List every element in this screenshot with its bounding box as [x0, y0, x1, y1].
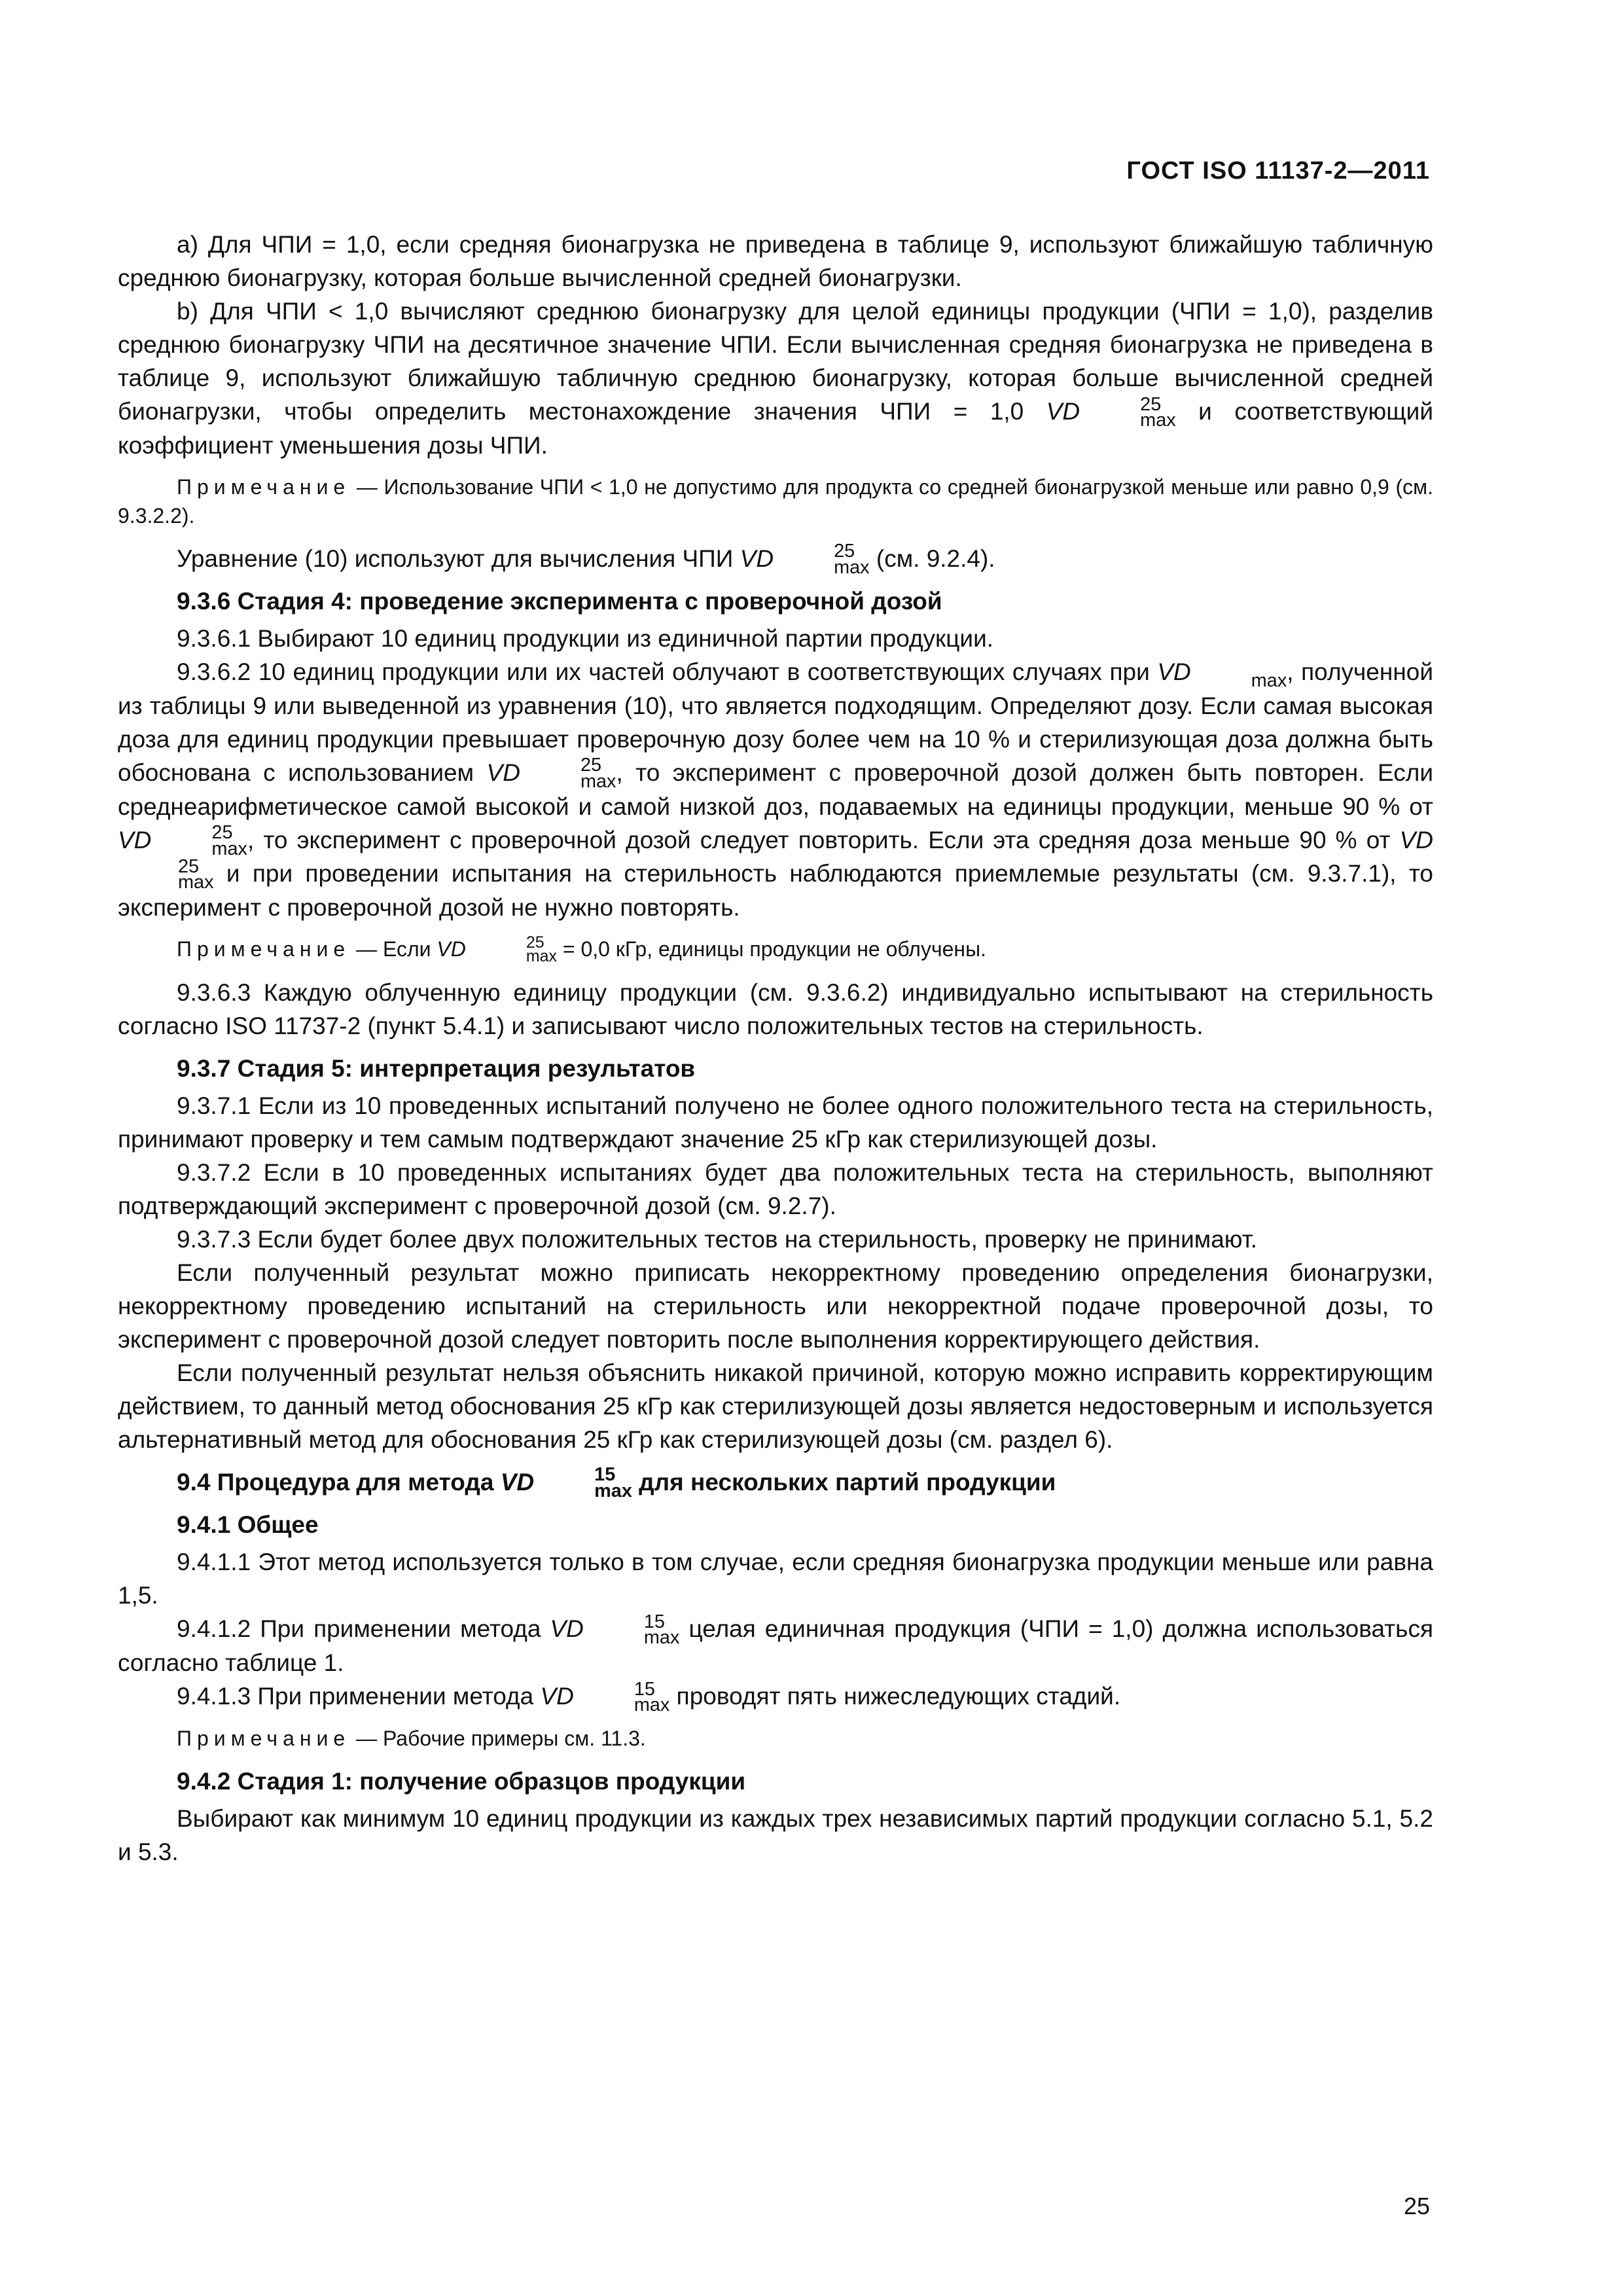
note-2: Примечание — Если VD 25 max = 0,0 кГр, единицы продукции не облучены.	[177, 933, 986, 966]
vd-symbol: VD 15 max	[550, 1611, 680, 1649]
standard-header: ГОСТ ISO 11137-2—2011	[1126, 157, 1430, 185]
vd-symbol: VD 25 max	[118, 822, 247, 859]
paragraph-9-4-2: Выбирают как минимум 10 единиц продукции из каждых трех независимых партий продукции согласно 5.1, 5.2 и 5.3.	[118, 1804, 1433, 1865]
paragraph-9-3-7-1: 9.3.7.1 Если из 10 проведенных испытаний получено не более одного положительного теста на стерильность, принимают проверку и тем самым подтверждают значение 25 кГр как стерилизующей дозы.	[118, 1092, 1433, 1153]
vd-symbol: VD 25 max	[1046, 393, 1176, 431]
paragraph-9-4-1-3: 9.4.1.3 При применении метода VD 15 max проводят пять нижеследующих стадий.	[177, 1678, 1121, 1716]
paragraph-9-3-6-1: 9.3.6.1 Выбирают 10 единиц продукции из единичной партии продукции.	[177, 625, 994, 653]
paragraph-incorrect-result: Если полученный результат можно приписать некорректному проведению определения бионагрузки, некорректному проведению испытаний на стерильность или некорректной подаче проверочной дозы, то эксперимент с проверочной дозой следует повторить после выполнения корректирующего действия.	[118, 1259, 1433, 1353]
paragraph-9-3-7-3: 9.3.7.3 Если будет более двух положительных тестов на стерильность, проверку не принимают.	[177, 1225, 1257, 1253]
paragraph-9-3-7-2: 9.3.7.2 Если в 10 проведенных испытаниях будет два положительных теста на стерильность, выполняют подтверждающий эксперимент с проверочной дозой (см. 9.2.7).	[118, 1158, 1433, 1219]
vd-symbol: VD 25 max	[740, 541, 870, 578]
paragraph-9-4-1-1: 9.4.1.1 Этот метод используется только в том случае, если средняя бионагрузка продукции меньше или равна 1,5.	[118, 1549, 1433, 1609]
vd-symbol: VD 25 max	[437, 933, 558, 966]
vd-symbol: VD 15 max	[500, 1464, 632, 1501]
note-label: Примечание	[177, 475, 351, 499]
vd-symbol: VD 25 max	[178, 826, 1433, 893]
note-3: Примечание — Рабочие примеры см. 11.3.	[177, 1726, 646, 1750]
paragraph-9-3-6-2: 9.3.6.2 10 единиц продукции или их частей облучают в соответствующих случаях при VD max , полученной из таблицы 9 или выведенной из уравнения (10), что является подходящим. Определяют дозу. Если самая высокая доза для единиц продукции превышает проверочную дозу более чем на 10 % и стерилизующая доза должна быть обоснована с использованием VD 25 max , то эксперимент с проверочной дозой должен быть повторен. Если среднеарифметическое самой высокой и самой низкой доз, подаваемых на единицы продукции, меньше 90 % от VD 25 max , то эксперимент с проверочной дозой следует повторить. Если эта средняя доза меньше 90 % от VD 25 max и при проведении испытания на стерильность наблюдаются приемлемые результаты (см. 9.3.7.1), то эксперимент с проверочной дозой не нужно повторять.	[118, 658, 1433, 921]
paragraph-unexplained-result: Если полученный результат нельзя объяснить никакой причиной, которую можно исправить корректирующим действием, то данный метод обоснования 25 кГр как стерилизующей дозы является недостоверным и используется альтернативный метод для обоснования 25 кГр как стерилизующей дозы (см. раздел 6).	[118, 1359, 1433, 1453]
note-label: Примечание	[177, 1726, 351, 1750]
paragraph-9-4-1-2: 9.4.1.2 При применении метода VD 15 max целая единичная продукция (ЧПИ = 1,0) должна использоваться согласно таблице 1.	[118, 1611, 1433, 1676]
page-number: 25	[1403, 2193, 1430, 2219]
note-1: Примечание — Использование ЧПИ < 1,0 не допустимо для продукта со средней бионагрузкой меньше или равно 0,9 (см. 9.3.2.2).	[118, 475, 1433, 528]
vd-symbol: VD max	[1157, 658, 1287, 692]
section-heading-9-4-2: 9.4.2 Стадия 1: получение образцов продукции	[177, 1767, 746, 1795]
section-heading-9-4-1: 9.4.1 Общее	[177, 1511, 319, 1539]
paragraph-a: а) Для ЧПИ = 1,0, если средняя бионагрузка не приведена в таблице 9, используют ближайшую табличную среднюю бионагрузку, которая больше вычисленной средней бионагрузки.	[118, 231, 1433, 291]
section-heading-9-3-6: 9.3.6 Стадия 4: проведение эксперимента с проверочной дозой	[177, 588, 942, 615]
paragraph-equation-10: Уравнение (10) используют для вычисления ЧПИ VD 25 max (см. 9.2.4).	[177, 541, 995, 578]
page-content	[118, 228, 1433, 1869]
vd-symbol: VD 25 max	[486, 755, 616, 792]
section-heading-9-3-7: 9.3.7 Стадия 5: интерпретация результатов	[177, 1054, 696, 1082]
section-heading-9-4: 9.4 Процедура для метода VD 15 max для нескольких партий продукции	[177, 1464, 1056, 1501]
paragraph-9-3-6-3: 9.3.6.3 Каждую облученную единицу продукции (см. 9.3.6.2) индивидуально испытывают на стерильность согласно ISO 11737-2 (пункт 5.4.1) и записывают число положительных тестов на стерильность.	[118, 978, 1433, 1039]
vd-symbol: VD 15 max	[540, 1678, 670, 1716]
note-label: Примечание	[177, 937, 351, 961]
paragraph-b: b) Для ЧПИ < 1,0 вычисляют среднюю бионагрузку для целой единицы продукции (ЧПИ = 1,0), разделив среднюю бионагрузку ЧПИ на десятичное значение ЧПИ. Если вычисленная средняя бионагрузка не приведена в таблице 9, используют ближайшую табличную среднюю бионагрузку, которая больше вычисленной средней бионагрузки, чтобы определить местонахождение значения ЧПИ = 1,0 VD 25 max и соответствующий коэффициент уменьшения дозы ЧПИ.	[118, 298, 1433, 459]
